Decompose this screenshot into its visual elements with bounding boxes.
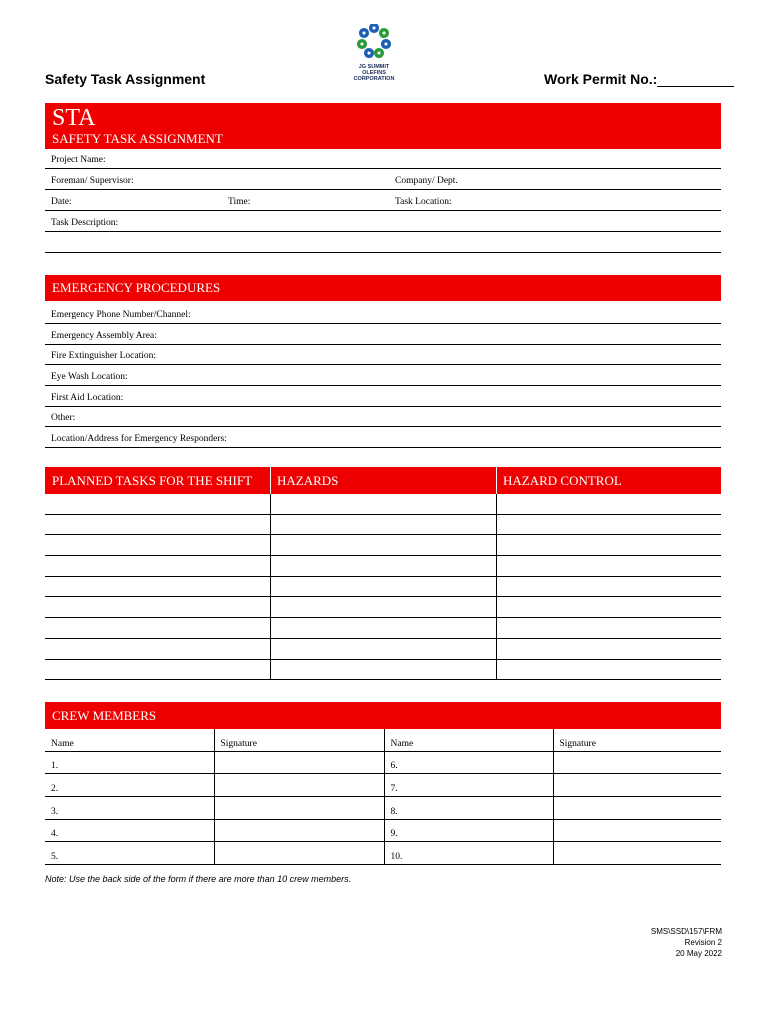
hazard-cell[interactable] xyxy=(270,659,496,680)
table-row xyxy=(45,618,721,639)
planned-tasks-table xyxy=(45,494,721,680)
work-permit-input[interactable] xyxy=(657,73,734,87)
crew-name-cell[interactable]: 5. xyxy=(45,842,214,865)
crew-signature-cell[interactable] xyxy=(214,819,384,842)
emergency-header xyxy=(45,275,721,301)
crew-signature-cell[interactable] xyxy=(214,797,384,820)
foreman-company-field[interactable]: Foreman/ Supervisor: Company/ Dept. xyxy=(45,169,721,190)
crew-name-cell[interactable]: 8. xyxy=(384,797,553,820)
work-permit-label: Work Permit No.: xyxy=(544,71,658,87)
fire-extinguisher-field[interactable]: Fire Extinguisher Location: xyxy=(45,344,721,365)
name-column-label: Name xyxy=(45,729,214,751)
table-row xyxy=(45,494,721,514)
control-cell[interactable] xyxy=(496,597,721,618)
revision-label: Revision 2 xyxy=(684,938,722,947)
crew-name-cell[interactable]: 4. xyxy=(45,819,214,842)
signature-column-label: Signature xyxy=(214,729,384,751)
control-cell[interactable] xyxy=(496,494,721,514)
hazard-cell[interactable] xyxy=(270,556,496,577)
crew-signature-cell[interactable] xyxy=(553,819,721,842)
task-cell[interactable] xyxy=(45,638,270,659)
hazard-cell[interactable] xyxy=(270,638,496,659)
emergency-phone-field[interactable]: Emergency Phone Number/Channel: xyxy=(45,303,721,324)
hazard-control-heading: HAZARD CONTROL xyxy=(503,473,622,488)
table-row xyxy=(45,842,721,865)
table-row xyxy=(45,576,721,597)
task-cell[interactable] xyxy=(45,597,270,618)
hazard-cell[interactable] xyxy=(270,535,496,556)
name-column-label: Name xyxy=(384,729,553,751)
crew-name-cell[interactable]: 7. xyxy=(384,774,553,797)
control-cell[interactable] xyxy=(496,618,721,639)
table-row xyxy=(45,556,721,577)
crew-signature-cell[interactable] xyxy=(553,797,721,820)
hazard-cell[interactable] xyxy=(270,514,496,535)
column-divider xyxy=(496,467,497,494)
work-permit-field xyxy=(544,71,734,87)
assembly-area-field[interactable]: Emergency Assembly Area: xyxy=(45,324,721,345)
crew-name-cell[interactable]: 9. xyxy=(384,819,553,842)
crew-signature-cell[interactable] xyxy=(553,751,721,774)
control-cell[interactable] xyxy=(496,638,721,659)
responders-address-field[interactable]: Location/Address for Emergency Responders: xyxy=(45,427,721,448)
table-row xyxy=(45,597,721,618)
date-time-location-field[interactable]: Date: Time: Task Location: xyxy=(45,190,721,211)
revision-date: 20 May 2022 xyxy=(675,949,722,958)
form-title: Safety Task Assignment xyxy=(45,71,206,87)
control-cell[interactable] xyxy=(496,576,721,597)
logo-text: JG SUMMIT OLEFINS CORPORATION xyxy=(353,64,395,82)
crew-note: Note: Use the back side of the form if there are more than 10 crew members. xyxy=(45,874,352,884)
table-row xyxy=(45,638,721,659)
crew-signature-cell[interactable] xyxy=(214,842,384,865)
planned-tasks-heading: PLANNED TASKS FOR THE SHIFT xyxy=(52,473,253,488)
crew-name-cell[interactable]: 6. xyxy=(384,751,553,774)
control-cell[interactable] xyxy=(496,514,721,535)
first-aid-field[interactable]: First Aid Location: xyxy=(45,386,721,407)
control-cell[interactable] xyxy=(496,556,721,577)
task-cell[interactable] xyxy=(45,556,270,577)
emergency-title: EMERGENCY PROCEDURES xyxy=(52,280,221,295)
project-name-field[interactable]: Project Name: xyxy=(45,148,721,169)
sta-header xyxy=(45,103,721,149)
crew-title: CREW MEMBERS xyxy=(52,708,157,723)
signature-column-label: Signature xyxy=(553,729,721,751)
control-cell[interactable] xyxy=(496,659,721,680)
crew-header-row xyxy=(45,729,721,751)
task-cell[interactable] xyxy=(45,576,270,597)
task-description-line[interactable] xyxy=(45,232,721,253)
crew-name-cell[interactable]: 3. xyxy=(45,797,214,820)
logo-icon xyxy=(356,24,392,58)
control-cell[interactable] xyxy=(496,535,721,556)
table-row xyxy=(45,535,721,556)
crew-signature-cell[interactable] xyxy=(214,751,384,774)
crew-signature-cell[interactable] xyxy=(553,842,721,865)
hazard-cell[interactable] xyxy=(270,618,496,639)
crew-signature-cell[interactable] xyxy=(553,774,721,797)
task-description-field[interactable]: Task Description: xyxy=(45,211,721,232)
crew-signature-cell[interactable] xyxy=(214,774,384,797)
table-row xyxy=(45,774,721,797)
company-logo xyxy=(349,24,399,82)
task-cell[interactable] xyxy=(45,535,270,556)
table-row xyxy=(45,514,721,535)
hazard-cell[interactable] xyxy=(270,494,496,514)
task-cell[interactable] xyxy=(45,494,270,514)
hazards-heading: HAZARDS xyxy=(277,473,339,488)
crew-name-cell[interactable]: 2. xyxy=(45,774,214,797)
crew-name-cell[interactable]: 10. xyxy=(384,842,553,865)
document-footer xyxy=(651,926,722,959)
crew-table xyxy=(45,729,721,865)
table-row xyxy=(45,659,721,680)
hazard-cell[interactable] xyxy=(270,576,496,597)
task-cell[interactable] xyxy=(45,659,270,680)
hazard-cell[interactable] xyxy=(270,597,496,618)
document-code: SMS\SSD\157\FRM xyxy=(650,927,722,936)
column-divider xyxy=(270,467,271,494)
sta-title: SAFETY TASK ASSIGNMENT xyxy=(52,131,223,146)
table-row xyxy=(45,751,721,774)
other-field[interactable]: Other: xyxy=(45,406,721,427)
sta-code: STA xyxy=(52,105,96,131)
eye-wash-field[interactable]: Eye Wash Location: xyxy=(45,365,721,386)
planned-tasks-header xyxy=(45,467,721,494)
table-row xyxy=(45,819,721,842)
crew-header xyxy=(45,702,721,729)
crew-name-cell[interactable]: 1. xyxy=(45,751,214,774)
task-cell[interactable] xyxy=(45,618,270,639)
task-cell[interactable] xyxy=(45,514,270,535)
table-row xyxy=(45,797,721,820)
